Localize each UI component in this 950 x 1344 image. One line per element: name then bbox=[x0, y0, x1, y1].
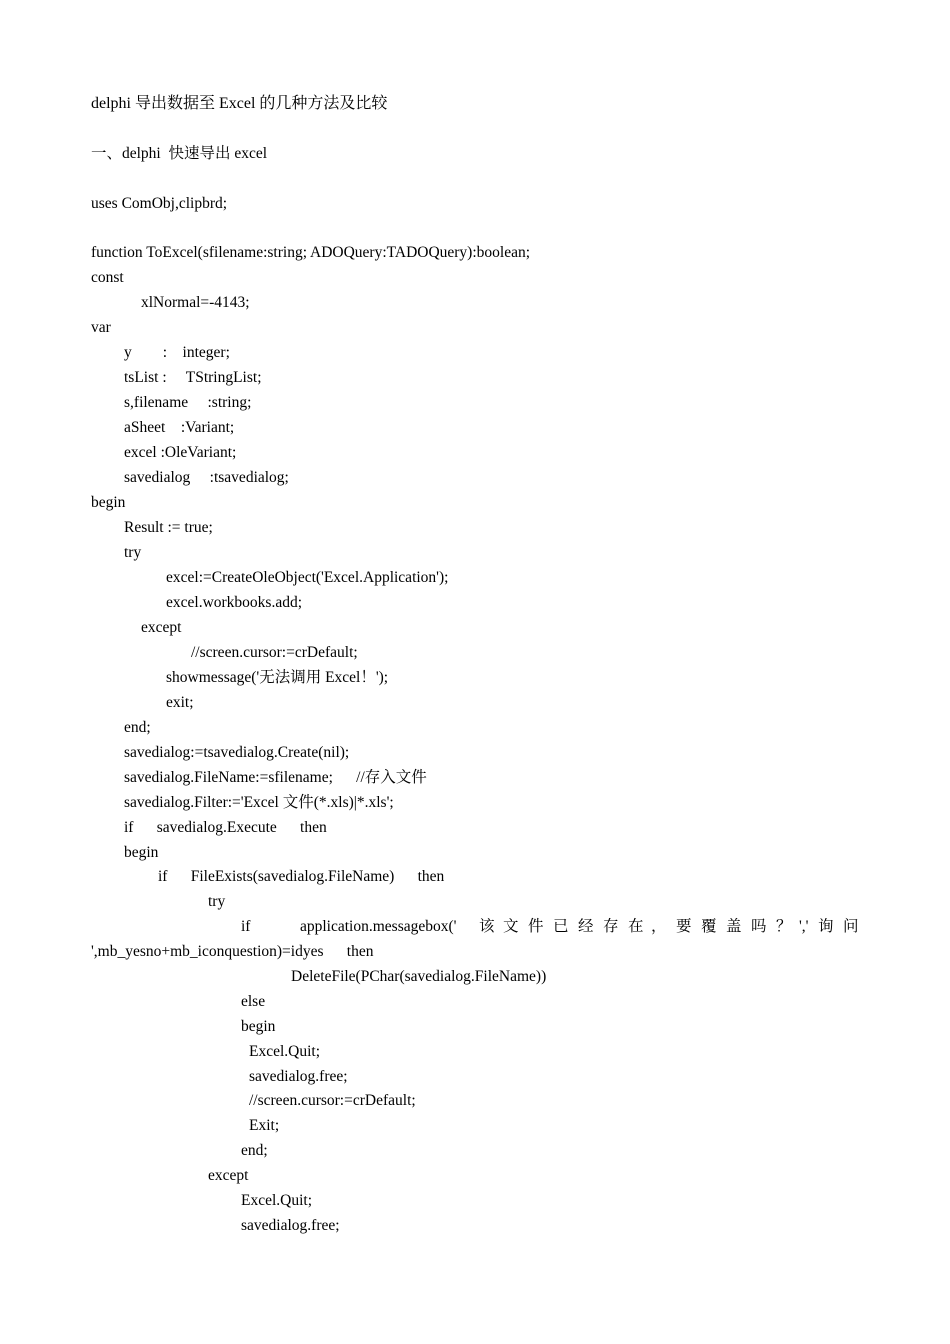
code-token: ？ bbox=[776, 918, 792, 935]
code-line: begin bbox=[241, 1018, 276, 1035]
code-line: showmessage('无法调用 Excel！'); bbox=[166, 669, 389, 686]
code-token: ',' bbox=[799, 918, 809, 935]
code-token: 该 bbox=[479, 918, 495, 935]
code-line: begin bbox=[91, 494, 126, 511]
code-token: if bbox=[241, 918, 251, 935]
code-token: ， bbox=[651, 918, 667, 935]
code-line: if savedialog.Execute then bbox=[124, 819, 327, 836]
code-line: if FileExists(savedialog.FileName) then bbox=[158, 868, 445, 885]
code-token: 吗 bbox=[751, 918, 767, 935]
code-token: 存 bbox=[603, 918, 619, 935]
code-token: 问 bbox=[843, 918, 859, 935]
code-line: tsList : TStringList; bbox=[124, 369, 262, 386]
code-line: savedialog.free; bbox=[241, 1217, 340, 1234]
code-line: DeleteFile(PChar(savedialog.FileName)) bbox=[291, 968, 547, 985]
code-line: savedialog :tsavedialog; bbox=[124, 469, 289, 486]
code-line-messagebox bbox=[0, 917, 950, 937]
code-line: y : integer; bbox=[124, 344, 230, 361]
code-line: excel:=CreateOleObject('Excel.Application'); bbox=[166, 569, 449, 586]
code-line: uses ComObj,clipbrd; bbox=[91, 195, 228, 212]
code-line: try bbox=[124, 544, 142, 561]
code-line: //screen.cursor:=crDefault; bbox=[249, 1092, 416, 1109]
code-line: except bbox=[208, 1167, 249, 1184]
code-line: Result := true; bbox=[124, 519, 213, 536]
code-line: savedialog:=tsavedialog.Create(nil); bbox=[124, 744, 350, 761]
code-line: var bbox=[91, 319, 111, 336]
code-line: exit; bbox=[166, 694, 194, 711]
code-line: try bbox=[208, 893, 226, 910]
code-line: aSheet :Variant; bbox=[124, 419, 235, 436]
code-token: 盖 bbox=[726, 918, 742, 935]
code-line: except bbox=[141, 619, 182, 636]
code-line: begin bbox=[124, 844, 159, 861]
code-token: 在 bbox=[628, 918, 644, 935]
code-line: end; bbox=[124, 719, 151, 736]
code-line: //screen.cursor:=crDefault; bbox=[191, 644, 358, 661]
code-line: end; bbox=[241, 1142, 268, 1159]
code-line: excel.workbooks.add; bbox=[166, 594, 303, 611]
code-line: else bbox=[241, 993, 266, 1010]
code-token: 已 bbox=[553, 918, 569, 935]
code-line: Excel.Quit; bbox=[241, 1192, 313, 1209]
code-token: application.messagebox(' bbox=[300, 918, 457, 935]
code-line: Exit; bbox=[249, 1117, 280, 1134]
code-token: 经 bbox=[578, 918, 594, 935]
code-token: 要 bbox=[676, 918, 692, 935]
code-line: ',mb_yesno+mb_iconquestion)=idyes then bbox=[91, 943, 374, 960]
code-line: savedialog.FileName:=sfilename; //存入文件 bbox=[124, 769, 427, 786]
code-line: function ToExcel(sfilename:string; ADOQuery:TADOQuery):boolean; bbox=[91, 244, 531, 261]
code-token: 件 bbox=[528, 918, 544, 935]
document-title: delphi 导出数据至 Excel 的几种方法及比较 bbox=[91, 95, 388, 112]
code-token: 覆 bbox=[701, 918, 717, 935]
code-line: Excel.Quit; bbox=[249, 1043, 321, 1060]
code-line: s,filename :string; bbox=[124, 394, 252, 411]
section-heading: 一、delphi 快速导出 excel bbox=[91, 145, 268, 162]
code-line: savedialog.Filter:='Excel 文件(*.xls)|*.xls'; bbox=[124, 794, 394, 811]
code-line: const bbox=[91, 269, 124, 286]
code-line: savedialog.free; bbox=[249, 1068, 348, 1085]
code-token: 文 bbox=[503, 918, 519, 935]
code-line: excel :OleVariant; bbox=[124, 444, 237, 461]
code-line: xlNormal=-4143; bbox=[141, 294, 250, 311]
code-token: 询 bbox=[818, 918, 834, 935]
